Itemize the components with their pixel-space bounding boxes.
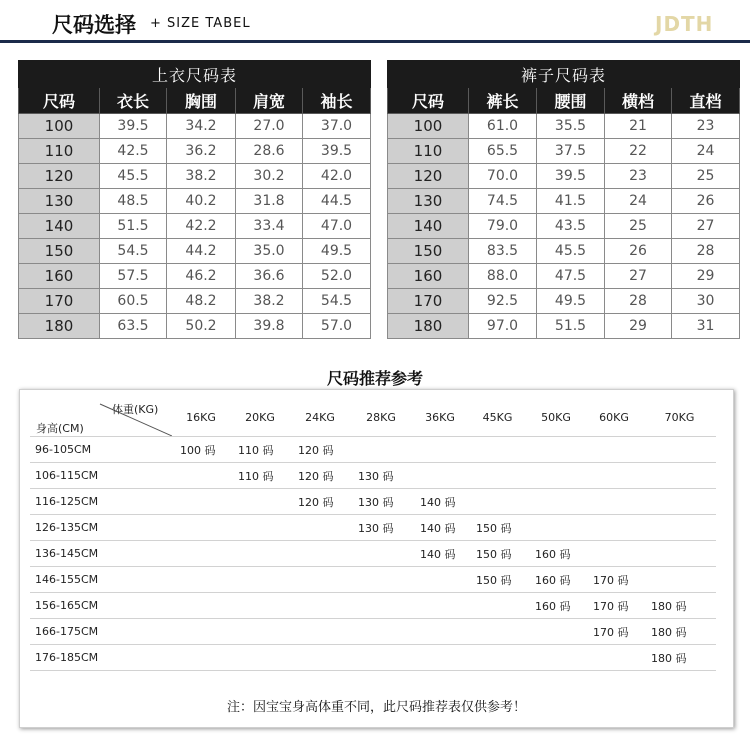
recommend-size-cell [412,567,468,593]
table-row [388,114,740,139]
recommend-size-cell [643,567,716,593]
recommend-size-cell [290,619,350,645]
corner-height-label: 身高(CM) [36,422,84,435]
measure-cell: 79.0 [469,214,537,239]
table-caption: 裤子尺码表 [388,61,740,88]
measure-cell: 38.2 [167,164,236,189]
column-header: 腰围 [537,88,605,114]
recommend-row [30,619,716,645]
measure-cell: 29 [672,264,740,289]
recommend-size-cell [172,489,230,515]
measure-cell: 27 [672,214,740,239]
recommend-size-cell: 160 码 [527,541,585,567]
recommend-size-cell: 150 码 [468,541,527,567]
recommend-size-cell: 100 码 [172,437,230,463]
measure-cell: 57.0 [303,314,371,339]
recommend-size-cell [585,489,643,515]
recommend-size-cell [643,515,716,541]
measure-cell: 42.5 [100,139,167,164]
recommend-row [30,567,716,593]
recommend-size-cell [230,515,290,541]
measure-cell: 54.5 [303,289,371,314]
recommend-size-cell [468,437,527,463]
recommend-size-cell [290,541,350,567]
measure-cell: 25 [605,214,672,239]
measure-cell: 23 [672,114,740,139]
measure-cell: 34.2 [167,114,236,139]
measure-cell: 45.5 [100,164,167,189]
size-cell: 100 [19,114,100,139]
table-row [19,114,371,139]
table-header-row [388,88,740,114]
height-range-cell: 176-185CM [30,645,172,671]
measure-cell: 42.0 [303,164,371,189]
measure-cell: 83.5 [469,239,537,264]
size-cell: 140 [388,214,469,239]
recommend-size-cell [585,541,643,567]
page-header [0,0,750,44]
recommend-size-cell [643,541,716,567]
recommend-size-cell [172,645,230,671]
recommend-row [30,515,716,541]
measure-cell: 44.2 [167,239,236,264]
table-caption: 上衣尺码表 [19,61,371,88]
measure-cell: 35.0 [236,239,303,264]
recommend-size-cell [643,463,716,489]
measure-cell: 23 [605,164,672,189]
recommend-corner-cell [30,398,172,437]
recommend-size-cell: 170 码 [585,593,643,619]
measure-cell: 61.0 [469,114,537,139]
recommend-note: 注：因宝宝身高体重不同，此尺码推荐表仅供参考！ [226,700,526,715]
size-cell: 160 [388,264,469,289]
measure-cell: 28 [605,289,672,314]
weight-header: 45KG [468,398,527,437]
recommend-size-cell: 160 码 [527,593,585,619]
size-cell: 180 [19,314,100,339]
measure-cell: 43.5 [537,214,605,239]
height-range-cell: 96-105CM [30,437,172,463]
measure-cell: 36.6 [236,264,303,289]
recommend-size-cell: 110 码 [230,437,290,463]
recommend-size-cell: 180 码 [643,619,716,645]
measure-cell: 51.5 [537,314,605,339]
height-range-cell: 146-155CM [30,567,172,593]
table-row [388,239,740,264]
recommend-size-cell: 120 码 [290,437,350,463]
recommend-size-cell [468,593,527,619]
recommend-size-cell [585,437,643,463]
recommend-size-cell [412,437,468,463]
measure-cell: 74.5 [469,189,537,214]
measure-cell: 44.5 [303,189,371,214]
recommend-size-cell [350,593,412,619]
measure-cell: 47.5 [537,264,605,289]
measure-cell: 60.5 [100,289,167,314]
table-row [19,289,371,314]
table-row [19,139,371,164]
recommend-row [30,463,716,489]
recommend-panel [19,389,734,728]
brand-logo: JDTH [655,12,714,36]
recommend-size-cell [468,489,527,515]
recommend-size-cell [350,645,412,671]
table-row [19,214,371,239]
size-cell: 120 [388,164,469,189]
height-range-cell: 136-145CM [30,541,172,567]
measure-cell: 42.2 [167,214,236,239]
weight-header: 24KG [290,398,350,437]
table-row [388,214,740,239]
recommend-size-cell: 130 码 [350,515,412,541]
column-header: 裤长 [469,88,537,114]
recommend-size-cell [585,645,643,671]
measure-cell: 28 [672,239,740,264]
pants-size-table [387,60,740,339]
measure-cell: 51.5 [100,214,167,239]
measure-cell: 65.5 [469,139,537,164]
measure-cell: 48.2 [167,289,236,314]
table-row [388,139,740,164]
recommend-size-cell [230,567,290,593]
height-range-cell: 116-125CM [30,489,172,515]
measure-cell: 35.5 [537,114,605,139]
recommend-size-cell: 120 码 [290,489,350,515]
size-cell: 110 [19,139,100,164]
recommend-size-cell [585,515,643,541]
table-caption-row [388,61,740,88]
size-cell: 170 [19,289,100,314]
measure-cell: 28.6 [236,139,303,164]
recommend-size-cell [412,619,468,645]
measure-cell: 57.5 [100,264,167,289]
measure-cell: 54.5 [100,239,167,264]
measure-cell: 47.0 [303,214,371,239]
table-row [388,189,740,214]
measure-cell: 92.5 [469,289,537,314]
measure-cell: 38.2 [236,289,303,314]
table-row [388,264,740,289]
recommend-header-row [30,398,716,437]
corner-weight-label: 体重(KG) [112,403,159,416]
recommend-size-cell [412,593,468,619]
column-header: 肩宽 [236,88,303,114]
measure-cell: 41.5 [537,189,605,214]
recommend-size-cell: 140 码 [412,515,468,541]
measure-cell: 37.0 [303,114,371,139]
recommend-size-cell [468,619,527,645]
page-subtitle: + SIZE TABEL [150,16,251,31]
table-caption-row [19,61,371,88]
table-row [19,314,371,339]
recommend-size-cell [643,489,716,515]
recommend-title: 尺码推荐参考 [326,369,423,388]
column-header: 横档 [605,88,672,114]
measure-cell: 29 [605,314,672,339]
height-range-cell: 166-175CM [30,619,172,645]
measure-cell: 49.5 [537,289,605,314]
column-header: 袖长 [303,88,371,114]
recommend-size-cell [290,567,350,593]
measure-cell: 48.5 [100,189,167,214]
column-header: 直档 [672,88,740,114]
measure-cell: 40.2 [167,189,236,214]
recommend-size-cell [172,567,230,593]
top-size-table [18,60,371,339]
recommend-size-cell [585,463,643,489]
measure-cell: 26 [605,239,672,264]
recommend-size-cell: 150 码 [468,515,527,541]
recommend-size-cell [468,645,527,671]
measure-cell: 24 [605,189,672,214]
measure-cell: 46.2 [167,264,236,289]
recommend-size-cell [172,541,230,567]
recommend-size-cell [350,567,412,593]
measure-cell: 31 [672,314,740,339]
header-divider [0,40,750,43]
measure-cell: 88.0 [469,264,537,289]
measure-cell: 39.5 [303,139,371,164]
recommend-size-cell [350,437,412,463]
table-row [388,289,740,314]
size-cell: 150 [388,239,469,264]
recommend-row [30,489,716,515]
measure-cell: 21 [605,114,672,139]
size-cell: 170 [388,289,469,314]
recommend-row [30,645,716,671]
column-header: 尺码 [388,88,469,114]
recommend-size-cell [527,645,585,671]
recommend-size-cell [230,593,290,619]
measure-cell: 97.0 [469,314,537,339]
size-cell: 110 [388,139,469,164]
measure-cell: 30 [672,289,740,314]
measure-cell: 49.5 [303,239,371,264]
recommend-size-cell: 160 码 [527,567,585,593]
recommend-size-cell [527,463,585,489]
recommend-row [30,541,716,567]
measure-cell: 39.5 [100,114,167,139]
weight-header: 28KG [350,398,412,437]
recommend-size-cell: 140 码 [412,489,468,515]
recommend-size-cell [230,541,290,567]
table-header-row [19,88,371,114]
measure-cell: 31.8 [236,189,303,214]
recommend-size-cell: 170 码 [585,619,643,645]
measure-cell: 52.0 [303,264,371,289]
recommend-size-cell [230,489,290,515]
recommend-size-cell [412,645,468,671]
table-row [388,164,740,189]
table-row [388,314,740,339]
recommend-size-cell [527,437,585,463]
height-range-cell: 156-165CM [30,593,172,619]
recommend-size-cell [350,619,412,645]
measure-cell: 27 [605,264,672,289]
recommend-size-cell [290,645,350,671]
measure-cell: 63.5 [100,314,167,339]
weight-header: 16KG [172,398,230,437]
recommend-size-cell [527,515,585,541]
column-header: 衣长 [100,88,167,114]
size-cell: 120 [19,164,100,189]
recommend-size-cell [172,463,230,489]
recommend-size-cell [412,463,468,489]
recommend-size-cell: 140 码 [412,541,468,567]
table-row [19,239,371,264]
column-header: 尺码 [19,88,100,114]
table-row [19,164,371,189]
recommend-size-cell [468,463,527,489]
recommend-size-cell: 150 码 [468,567,527,593]
recommend-table [30,398,716,671]
weight-header: 60KG [585,398,643,437]
recommend-size-cell [172,593,230,619]
recommend-size-cell [230,645,290,671]
recommend-size-cell: 170 码 [585,567,643,593]
recommend-size-cell [350,541,412,567]
recommend-size-cell: 180 码 [643,593,716,619]
recommend-size-cell [290,515,350,541]
table-row [19,189,371,214]
recommend-size-cell: 130 码 [350,489,412,515]
size-cell: 130 [19,189,100,214]
weight-header: 20KG [230,398,290,437]
recommend-size-cell [527,619,585,645]
recommend-row [30,437,716,463]
measure-cell: 36.2 [167,139,236,164]
measure-cell: 26 [672,189,740,214]
size-cell: 180 [388,314,469,339]
size-cell: 160 [19,264,100,289]
weight-header: 70KG [643,398,716,437]
measure-cell: 39.5 [537,164,605,189]
size-cell: 140 [19,214,100,239]
measure-cell: 39.8 [236,314,303,339]
measure-cell: 24 [672,139,740,164]
recommend-size-cell: 110 码 [230,463,290,489]
table-row [19,264,371,289]
measure-cell: 37.5 [537,139,605,164]
recommend-size-cell [172,515,230,541]
measure-cell: 30.2 [236,164,303,189]
recommend-size-cell [290,593,350,619]
size-cell: 100 [388,114,469,139]
measure-cell: 70.0 [469,164,537,189]
measure-cell: 45.5 [537,239,605,264]
height-range-cell: 106-115CM [30,463,172,489]
measure-cell: 33.4 [236,214,303,239]
recommend-size-cell: 130 码 [350,463,412,489]
column-header: 胸围 [167,88,236,114]
recommend-size-cell [172,619,230,645]
size-cell: 150 [19,239,100,264]
measure-cell: 50.2 [167,314,236,339]
measure-cell: 27.0 [236,114,303,139]
measure-cell: 22 [605,139,672,164]
recommend-size-cell: 120 码 [290,463,350,489]
height-range-cell: 126-135CM [30,515,172,541]
size-cell: 130 [388,189,469,214]
recommend-size-cell: 180 码 [643,645,716,671]
weight-header: 36KG [412,398,468,437]
recommend-size-cell [527,489,585,515]
weight-header: 50KG [527,398,585,437]
recommend-row [30,593,716,619]
recommend-size-cell [230,619,290,645]
recommend-size-cell [643,437,716,463]
measure-cell: 25 [672,164,740,189]
page-title: 尺码选择 [52,13,136,37]
